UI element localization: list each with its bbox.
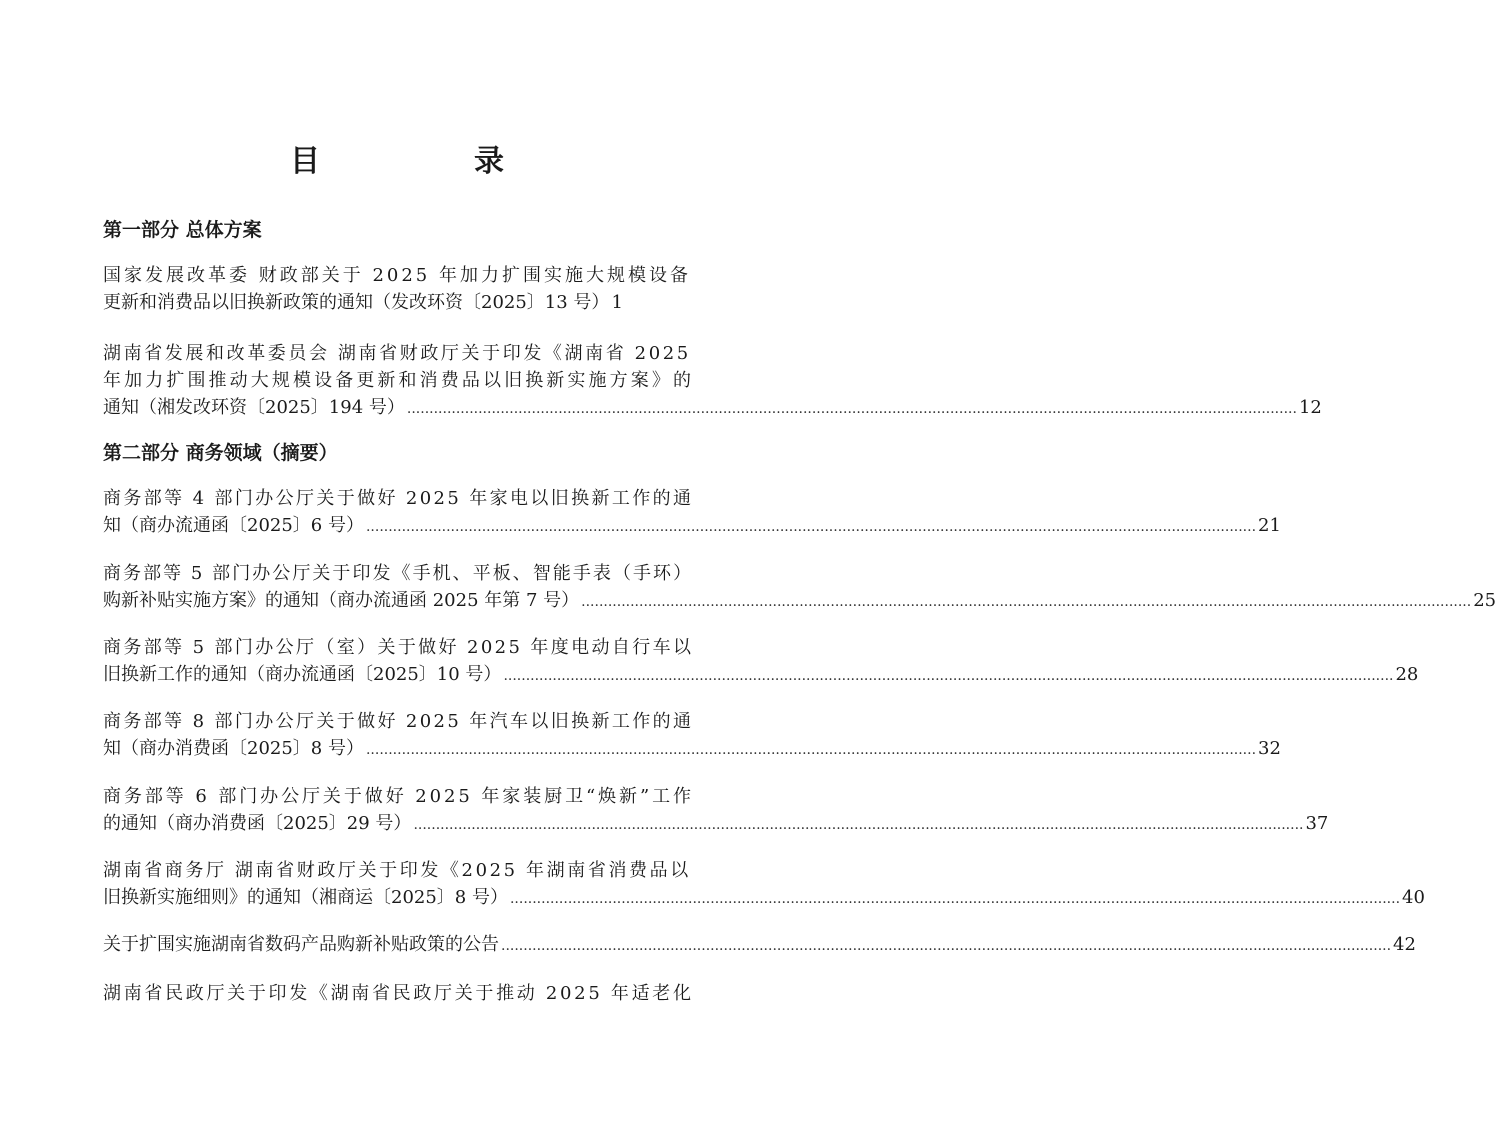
entry-line: 湖南省发展和改革委员会 湖南省财政厅关于印发《湖南省 2025 [103, 343, 691, 364]
leader-dots: ........................................................................................................................................................................................................ [406, 401, 1297, 417]
leader-dots: ........................................................................................................................................................................................................ [365, 742, 1257, 758]
page-number: 42 [1393, 934, 1416, 955]
section-heading-2: 第二部分 商务领域（摘要） [103, 442, 338, 464]
toc-entry[interactable] [103, 708, 1281, 762]
entry-line: 商务部等 6 部门办公厅关于做好 2025 年家装厨卫“焕新”工作 [103, 786, 694, 807]
entry-line: 购新补贴实施方案》的通知（商办流通函 2025 年第 7 号） [103, 590, 580, 611]
toc-entry[interactable] [103, 560, 1496, 614]
entry-line: 湖南省商务厅 湖南省财政厅关于印发《2025 年湖南省消费品以 [103, 860, 691, 881]
page-number: 25 [1473, 590, 1496, 611]
page-number: 28 [1395, 664, 1419, 685]
page-number: 40 [1402, 887, 1425, 908]
page-number: 21 [1258, 515, 1281, 536]
leader-dots: ........................................................................................................................................................................................................ [365, 519, 1257, 535]
leader-dots: ........................................................................................................................................................................................................ [503, 668, 1394, 684]
toc-entry[interactable] [103, 931, 1416, 958]
entry-line: 湖南省民政厅关于印发《湖南省民政厅关于推动 2025 年适老化 [103, 983, 694, 1004]
page-number: 1 [611, 292, 623, 313]
toc-entry[interactable] [103, 783, 1329, 837]
entry-line: 知（商办流通函〔2025〕6 号） [103, 515, 364, 536]
leader-dots: ........................................................................................................................................................................................................ [581, 594, 1472, 610]
page-number: 32 [1258, 738, 1281, 759]
entry-line: 旧换新实施细则》的通知（湘商运〔2025〕8 号） [103, 887, 508, 908]
leader-dots: ........................................................................................................................................................................................................ [501, 938, 1392, 954]
leader-dots: ........................................................................................................................................................................................................ [413, 817, 1304, 833]
entry-line: 关于扩围实施湖南省数码产品购新补贴政策的公告 [103, 934, 499, 955]
page-number: 12 [1298, 397, 1322, 418]
entry-line: 的通知（商办消费函〔2025〕29 号） [103, 813, 412, 834]
toc-entry[interactable] [103, 485, 1281, 539]
page-number: 37 [1305, 813, 1329, 834]
entry-line: 商务部等 8 部门办公厅关于做好 2025 年汽车以旧换新工作的通 [103, 711, 694, 732]
toc-entry[interactable] [103, 340, 1322, 421]
entry-line: 更新和消费品以旧换新政策的通知（发改环资〔2025〕13 号） [103, 292, 610, 313]
entry-line: 国家发展改革委 财政部关于 2025 年加力扩围实施大规模设备 [103, 265, 691, 286]
toc-entry[interactable] [103, 634, 1419, 688]
entry-line: 商务部等 5 部门办公厅（室）关于做好 2025 年度电动自行车以 [103, 637, 694, 658]
section-heading-1: 第一部分 总体方案 [103, 219, 262, 241]
entry-line: 商务部等 4 部门办公厅关于做好 2025 年家电以旧换新工作的通 [103, 488, 694, 509]
entry-line: 商务部等 5 部门办公厅关于印发《手机、平板、智能手表（手环） [103, 563, 694, 584]
entry-line: 通知（湘发改环资〔2025〕194 号） [103, 397, 405, 418]
entry-line: 年加力扩围推动大规模设备更新和消费品以旧换新实施方案》的 [103, 370, 695, 391]
toc-entry[interactable] [103, 980, 694, 1007]
page-title: 目 录 [290, 144, 566, 179]
toc-entry[interactable] [103, 857, 1425, 911]
entry-line: 知（商办消费函〔2025〕8 号） [103, 738, 364, 759]
leader-dots: ........................................................................................................................................................................................................ [509, 891, 1401, 907]
toc-entry[interactable] [103, 262, 691, 316]
entry-line: 旧换新工作的通知（商办流通函〔2025〕10 号） [103, 664, 502, 685]
